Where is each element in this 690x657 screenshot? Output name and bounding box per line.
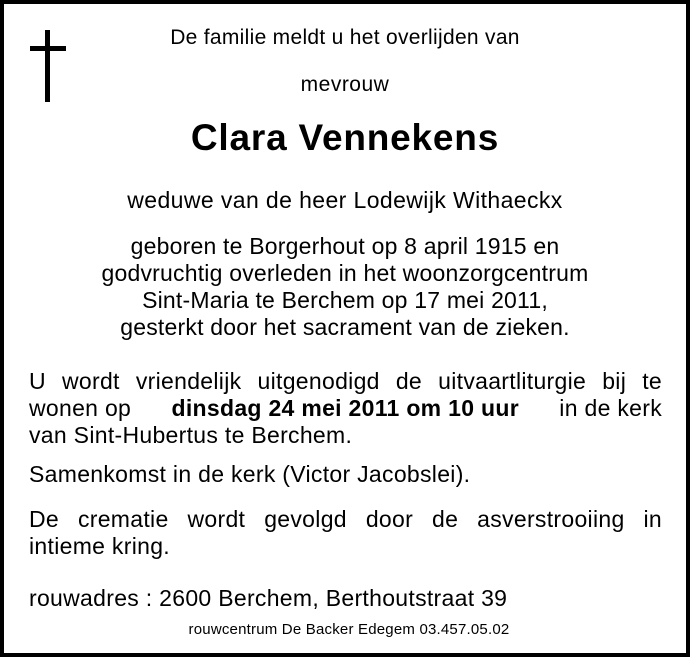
mourning-address: rouwadres : 2600 Berchem, Berthoutstraat 39 [29,585,508,611]
invitation-line-2-end: in de kerk [559,395,662,421]
invitation-line-2 [29,395,662,422]
gathering-text: Samenkomst in de kerk (Victor Jacobslei). [29,461,471,487]
bio-line: gesterkt door het sacrament van de zieken. [120,314,570,340]
bio-line: Sint-Maria te Berchem op 17 mei 2011, [142,287,548,313]
spouse-line: weduwe van de heer Lodewijk Withaeckx [127,187,563,213]
cremation-line-2: intieme kring. [29,533,170,559]
bio-line: godvruchtig overleden in het woonzorgcentrum [101,260,589,286]
gathering-paragraph [29,461,662,488]
invitation-paragraph [29,368,662,449]
service-date-time: dinsdag 24 mei 2011 om 10 uur [171,395,519,421]
invitation-line-1: U wordt vriendelijk uitgenodigd de uitvaartliturgie bij te [29,368,662,394]
cremation-paragraph [29,506,662,560]
invitation-line-3: van Sint-Hubertus te Berchem. [29,422,353,448]
invitation-line-2-start: wonen op [29,395,132,421]
funeral-home-line: rouwcentrum De Backer Edegem 03.457.05.02 [188,621,510,638]
bio-line: geboren te Borgerhout op 8 april 1915 en [130,233,560,259]
cremation-line-1: De crematie wordt gevolgd door de asverstrooiing in [29,506,662,532]
intro-text: De familie meldt u het overlijden van [170,26,520,49]
biography-block [4,233,686,341]
deceased-name: Clara Vennekens [190,117,500,158]
honorific: mevrouw [300,73,390,96]
